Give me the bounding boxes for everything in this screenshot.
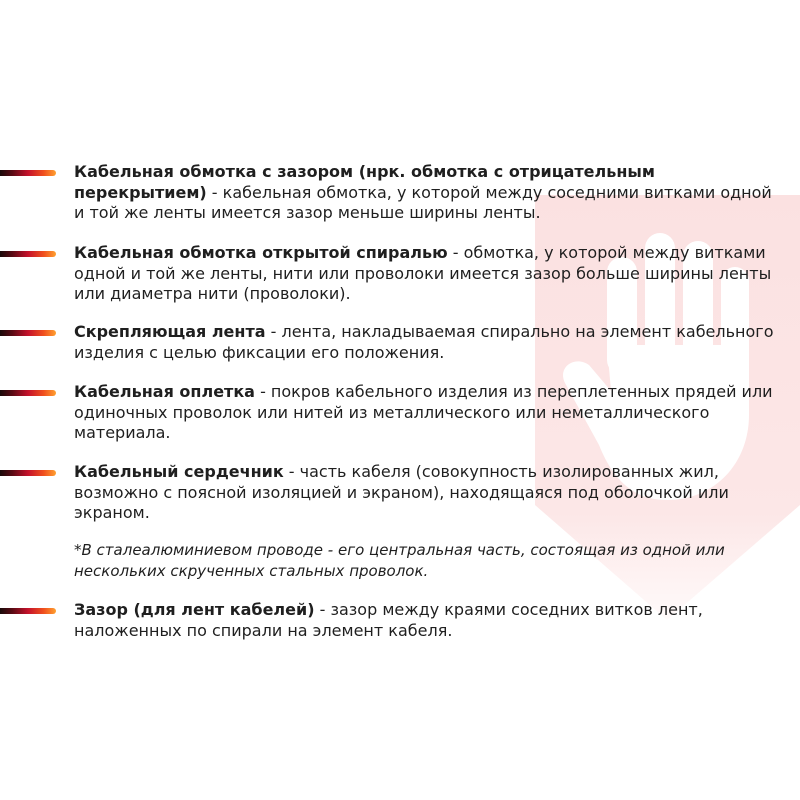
gradient-bullet-marker bbox=[0, 251, 56, 257]
definition-term: Кабельная обмотка с зазором (нрк. обмотка с отрицательным перекрытием) bbox=[74, 162, 655, 202]
gradient-bullet-marker bbox=[0, 330, 56, 336]
definition-term: Кабельный сердечник bbox=[74, 462, 284, 481]
definition-entry bbox=[74, 382, 774, 444]
definition-entry bbox=[74, 462, 774, 524]
definition-text: - зазор между краями соседних витков лент, наложенных по спирали на элемент кабеля. bbox=[74, 600, 703, 640]
definition-text: - кабельная обмотка, у которой между соседними витками одной и той же ленты имеется зазор меньше ширины ленты. bbox=[74, 182, 772, 222]
definition-text: - часть кабеля (совокупность изолированных жил, возможно с поясной изоляцией и экраном), находящаяся под оболочкой или экраном. bbox=[74, 462, 729, 522]
gradient-bullet-marker bbox=[0, 390, 56, 396]
definition-term: Зазор (для лент кабелей) bbox=[74, 600, 315, 619]
definition-term: Кабельная обмотка открытой спиралью bbox=[74, 243, 448, 262]
definition-term: Скрепляющая лента bbox=[74, 322, 266, 341]
footnote: *В сталеалюминиевом проводе - его центральная часть, состоящая из одной или нескольких скрученных стальных проволок. bbox=[74, 541, 725, 580]
definition-text: - обмотка, у которой между витками одной и той же ленты, нити или проволоки имеется зазор больше ширины ленты или диаметра нити (проволоки). bbox=[74, 243, 772, 303]
definition-entry bbox=[74, 243, 774, 305]
definition-entry bbox=[74, 322, 774, 363]
definition-text: - лента, накладываемая спирально на элемент кабельного изделия с целью фиксации его положения. bbox=[74, 322, 774, 362]
definition-entry bbox=[74, 600, 774, 641]
gradient-bullet-marker bbox=[0, 608, 56, 614]
gradient-bullet-marker bbox=[0, 170, 56, 176]
definition-entry bbox=[74, 162, 774, 224]
gradient-bullet-marker bbox=[0, 470, 56, 476]
definition-text: - покров кабельного изделия из переплетенных прядей или одиночных проволок или нитей из металлического или неметаллического материала. bbox=[74, 382, 773, 442]
definition-term: Кабельная оплетка bbox=[74, 382, 255, 401]
